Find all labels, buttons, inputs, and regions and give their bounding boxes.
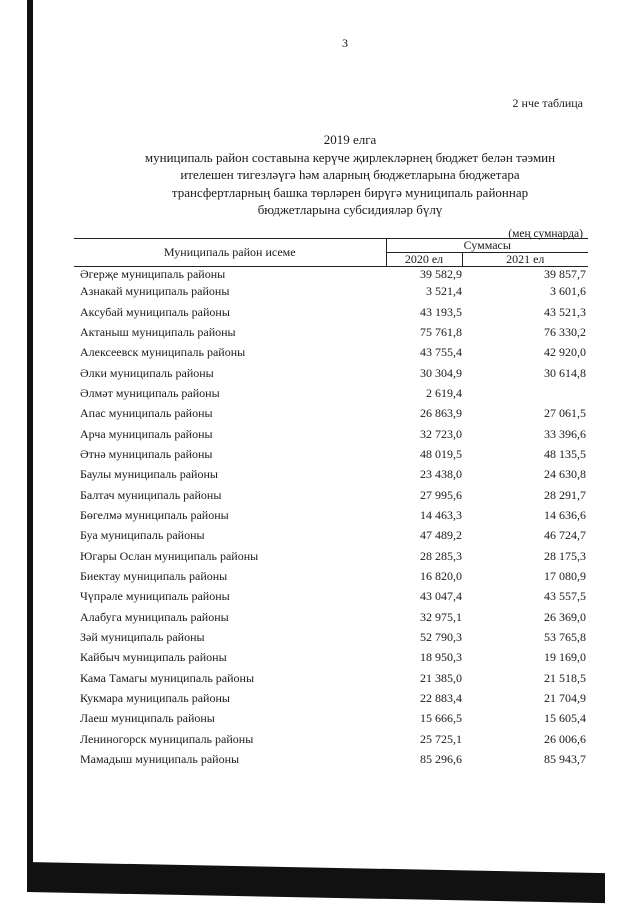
district-name-cell: Кама Тамагы муниципаль районы	[80, 670, 255, 685]
value-2020-cell: 18 950,3	[420, 650, 462, 665]
value-2021-cell	[462, 383, 588, 403]
table-row	[74, 403, 588, 423]
value-2020-cell: 43 755,4	[420, 345, 462, 360]
table-row	[74, 301, 588, 321]
value-2021-cell: 17 080,9	[544, 568, 586, 583]
table-row	[74, 566, 588, 586]
value-2020-cell: 21 385,0	[420, 670, 462, 685]
value-2021-cell: 19 169,0	[544, 650, 586, 665]
table-row	[74, 267, 588, 282]
unit-note: (мең сумнарда)	[508, 228, 583, 240]
value-2020-cell: 23 438,0	[420, 467, 462, 482]
district-name-cell: Лаеш муниципаль районы	[80, 711, 215, 726]
header-year-2020: 2020 ел	[386, 253, 462, 267]
value-2021-cell: 14 636,6	[544, 507, 586, 522]
value-2020-cell: 25 725,1	[420, 731, 462, 746]
table-row	[74, 586, 588, 606]
value-2020-cell: 30 304,9	[420, 365, 462, 380]
district-name-cell: Алексеевск муниципаль районы	[80, 345, 246, 360]
title-line: муниципаль район составына керүче җирлекләрнең бюджет белән тәэмин	[144, 149, 556, 165]
value-2020-cell: 15 666,5	[420, 711, 462, 726]
district-name-cell: Әлмәт муниципаль районы	[80, 385, 220, 400]
value-2021-cell: 46 724,7	[544, 528, 586, 543]
value-2021-cell: 53 765,8	[544, 630, 586, 645]
table-row	[74, 607, 588, 627]
value-2021-cell: 85 943,7	[544, 752, 586, 767]
table-header	[74, 239, 588, 267]
value-2021-cell: 39 857,7	[544, 267, 586, 281]
value-2020-cell: 14 463,3	[420, 507, 462, 522]
district-name-cell: Арча муниципаль районы	[80, 426, 213, 441]
value-2020-cell: 52 790,3	[420, 630, 462, 645]
district-name-cell: Чүпрәле муниципаль районы	[80, 589, 230, 604]
title-line: 2019 елга	[323, 132, 377, 147]
value-2021-cell: 48 135,5	[544, 446, 586, 461]
value-2021-cell: 24 630,8	[544, 467, 586, 482]
value-2021-cell: 42 920,0	[544, 345, 586, 360]
value-2020-cell: 3 521,4	[426, 284, 462, 299]
district-name-cell: Әгерҗе муниципаль районы	[80, 267, 226, 281]
value-2020-cell: 32 975,1	[420, 609, 462, 624]
table-row	[74, 708, 588, 728]
value-2021-cell: 30 614,8	[544, 365, 586, 380]
table-row	[74, 322, 588, 342]
value-2020-cell: 43 047,4	[420, 589, 462, 604]
scan-edge-bottom	[27, 862, 605, 903]
value-2021-cell: 43 521,3	[544, 304, 586, 319]
title-line: бюджетларына субсидияләр бүлү	[257, 202, 443, 217]
document-title	[100, 131, 600, 219]
value-2020-cell: 85 296,6	[420, 752, 462, 767]
table-row	[74, 444, 588, 464]
district-name-cell: Лениногорск муниципаль районы	[80, 731, 254, 746]
value-2020-cell: 75 761,8	[420, 324, 462, 339]
table-row	[74, 281, 588, 301]
district-name-cell: Әтнә муниципаль районы	[80, 446, 213, 461]
district-name-cell: Бөгелмә муниципаль районы	[80, 507, 229, 522]
table-row	[74, 484, 588, 504]
value-2021-cell: 43 557,5	[544, 589, 586, 604]
district-name-cell: Югары Ослан муниципаль районы	[80, 548, 259, 563]
district-name-cell: Кайбыч муниципаль районы	[80, 650, 227, 665]
value-2020-cell: 28 285,3	[420, 548, 462, 563]
value-2020-cell: 16 820,0	[420, 568, 462, 583]
district-name-cell: Азнакай муниципаль районы	[80, 284, 230, 299]
header-sum-group: Суммасы	[386, 239, 588, 253]
district-name-cell: Аксубай муниципаль районы	[80, 304, 230, 319]
table-row	[74, 505, 588, 525]
value-2020-cell: 48 019,5	[420, 446, 462, 461]
value-2021-cell: 26 006,6	[544, 731, 586, 746]
table-row	[74, 729, 588, 749]
value-2021-cell: 15 605,4	[544, 711, 586, 726]
district-name-cell: Кукмара муниципаль районы	[80, 691, 230, 706]
district-name-cell: Әлки муниципаль районы	[80, 365, 214, 380]
table-label: 2 нче таблица	[512, 96, 583, 110]
value-2020-cell: 47 489,2	[420, 528, 462, 543]
table-row	[74, 688, 588, 708]
table-row	[74, 525, 588, 545]
table-row	[74, 342, 588, 362]
table-row	[74, 383, 588, 403]
scan-edge-left	[27, 0, 33, 878]
value-2021-cell: 28 291,7	[544, 487, 586, 502]
value-2021-cell: 76 330,2	[544, 324, 586, 339]
district-name-cell: Зәй муниципаль районы	[80, 630, 205, 645]
value-2020-cell: 27 995,6	[420, 487, 462, 502]
table-row	[74, 749, 588, 769]
district-name-cell: Актаныш муниципаль районы	[80, 324, 236, 339]
table-body	[74, 267, 588, 770]
table-row	[74, 668, 588, 688]
table-row	[74, 647, 588, 667]
page-number: 3	[342, 36, 348, 50]
value-2021-cell: 21 518,5	[544, 670, 586, 685]
value-2020-cell: 26 863,9	[420, 406, 462, 421]
district-name-cell: Алабуга муниципаль районы	[80, 609, 229, 624]
header-year-2021: 2021 ел	[462, 253, 588, 267]
district-name-cell: Мамадыш муниципаль районы	[80, 752, 240, 767]
title-line: ителешен тигезләүгә һәм аларның бюджетларына бюджетара	[180, 167, 520, 182]
table-row	[74, 545, 588, 565]
value-2020-cell: 2 619,4	[426, 385, 462, 400]
header-district-name: Муниципаль район исеме	[74, 239, 386, 267]
district-name-cell: Балтач муниципаль районы	[80, 487, 222, 502]
district-name-cell: Буа муниципаль районы	[80, 528, 205, 543]
value-2021-cell: 3 601,6	[550, 284, 586, 299]
value-2021-cell: 33 396,6	[544, 426, 586, 441]
title-line: трансфертларның башка төрләрен бирүгә муниципаль районнар	[171, 184, 529, 200]
table-row	[74, 423, 588, 443]
value-2021-cell: 27 061,5	[544, 406, 586, 421]
table-row	[74, 627, 588, 647]
value-2021-cell: 26 369,0	[544, 609, 586, 624]
table-row	[74, 464, 588, 484]
value-2020-cell: 43 193,5	[420, 304, 462, 319]
district-name-cell: Баулы муниципаль районы	[80, 467, 218, 482]
value-2021-cell: 21 704,9	[544, 691, 586, 706]
value-2020-cell: 39 582,9	[420, 267, 462, 281]
value-2020-cell: 32 723,0	[420, 426, 462, 441]
table-row	[74, 362, 588, 382]
value-2020-cell: 22 883,4	[420, 691, 462, 706]
district-name-cell: Биектау муниципаль районы	[80, 568, 228, 583]
subsidies-table	[74, 238, 588, 769]
value-2021-cell: 28 175,3	[544, 548, 586, 563]
district-name-cell: Апас муниципаль районы	[80, 406, 213, 421]
